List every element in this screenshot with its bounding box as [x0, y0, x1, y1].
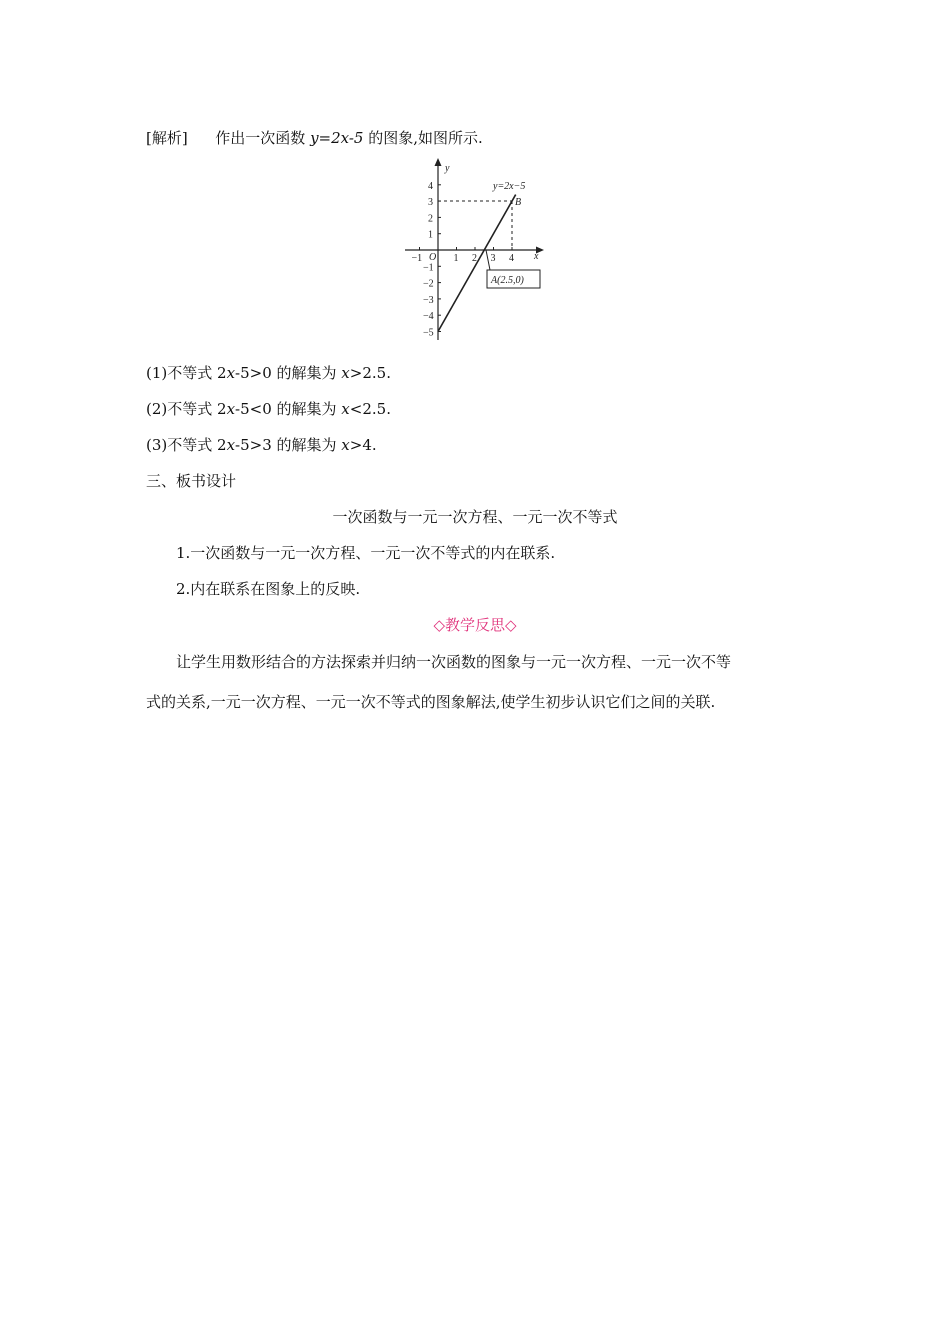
- solution-answer: <2.5.: [349, 400, 391, 418]
- y-tick-label: 1: [428, 229, 433, 241]
- solution-number: (1): [146, 364, 168, 382]
- analysis-function: y=2x-5: [310, 129, 364, 147]
- analysis-prefix: 作出一次函数: [215, 129, 311, 147]
- solution-2: [146, 399, 391, 419]
- function-label: y=2x−5: [493, 181, 526, 192]
- solution-1: [146, 363, 391, 383]
- y-tick-label: 2: [428, 213, 433, 225]
- solution-text: -5>0 的解集为: [235, 364, 342, 382]
- x-tick-label: 4: [509, 253, 514, 264]
- y-tick-label: −2: [423, 278, 434, 290]
- solution-variable: x: [341, 436, 350, 454]
- point-b-label: B: [515, 197, 522, 208]
- solution-number: (2): [146, 400, 168, 418]
- solution-text: -5<0 的解集为: [235, 400, 342, 418]
- board-item-1: 1.一次函数与一元一次方程、一元一次不等式的内在联系.: [176, 544, 556, 562]
- x-tick-label: 2: [472, 253, 477, 264]
- y-tick-label: −4: [423, 311, 434, 323]
- x-tick-label: −1: [411, 253, 423, 264]
- function-graph: [405, 157, 565, 347]
- y-axis-arrow: [435, 158, 442, 166]
- solution-text: 不等式 2: [167, 436, 227, 454]
- origin-label: O: [429, 252, 437, 263]
- solution-variable: x: [341, 364, 350, 382]
- y-tick-label: −5: [423, 327, 434, 339]
- board-item-2: 2.内在联系在图象上的反映.: [176, 580, 361, 598]
- solution-variable: x: [226, 364, 236, 382]
- analysis-line: [146, 128, 483, 148]
- reflection-heading: ◇教学反思◇: [433, 616, 517, 634]
- board-heading: 三、板书设计: [146, 472, 237, 490]
- point-a-label: A(2.5,0): [491, 275, 524, 286]
- function-line: [438, 195, 516, 332]
- solution-text: -5>3 的解集为: [235, 436, 342, 454]
- y-tick-label: 3: [428, 197, 433, 209]
- reflection-line-1: 让学生用数形结合的方法探索并归纳一次函数的图象与一元一次方程、一元一次不等: [176, 653, 732, 671]
- analysis-suffix: 的图象,如图所示.: [363, 129, 483, 147]
- solution-text: 不等式 2: [167, 400, 227, 418]
- solution-variable: x: [226, 436, 236, 454]
- analysis-label: [解析]: [146, 129, 188, 147]
- solution-answer: >4.: [349, 436, 377, 454]
- reflection-line-2: 式的关系,一元一次方程、一元一次不等式的图象解法,使学生初步认识它们之间的关联.: [146, 693, 716, 711]
- x-axis-label: x: [534, 251, 539, 262]
- solution-answer: >2.5.: [349, 364, 391, 382]
- board-title: 一次函数与一元一次方程、一元一次不等式: [332, 508, 618, 526]
- y-tick-label: 4: [428, 180, 433, 192]
- y-axis-label: y: [445, 163, 450, 174]
- solution-text: 不等式 2: [167, 364, 227, 382]
- solution-3: [146, 435, 377, 455]
- solution-number: (3): [146, 436, 168, 454]
- solution-variable: x: [226, 400, 236, 418]
- solution-variable: x: [341, 400, 350, 418]
- y-tick-label: −1: [423, 262, 434, 274]
- x-tick-label: 3: [490, 253, 496, 264]
- x-tick-label: 1: [453, 253, 459, 264]
- y-tick-label: −3: [423, 294, 434, 306]
